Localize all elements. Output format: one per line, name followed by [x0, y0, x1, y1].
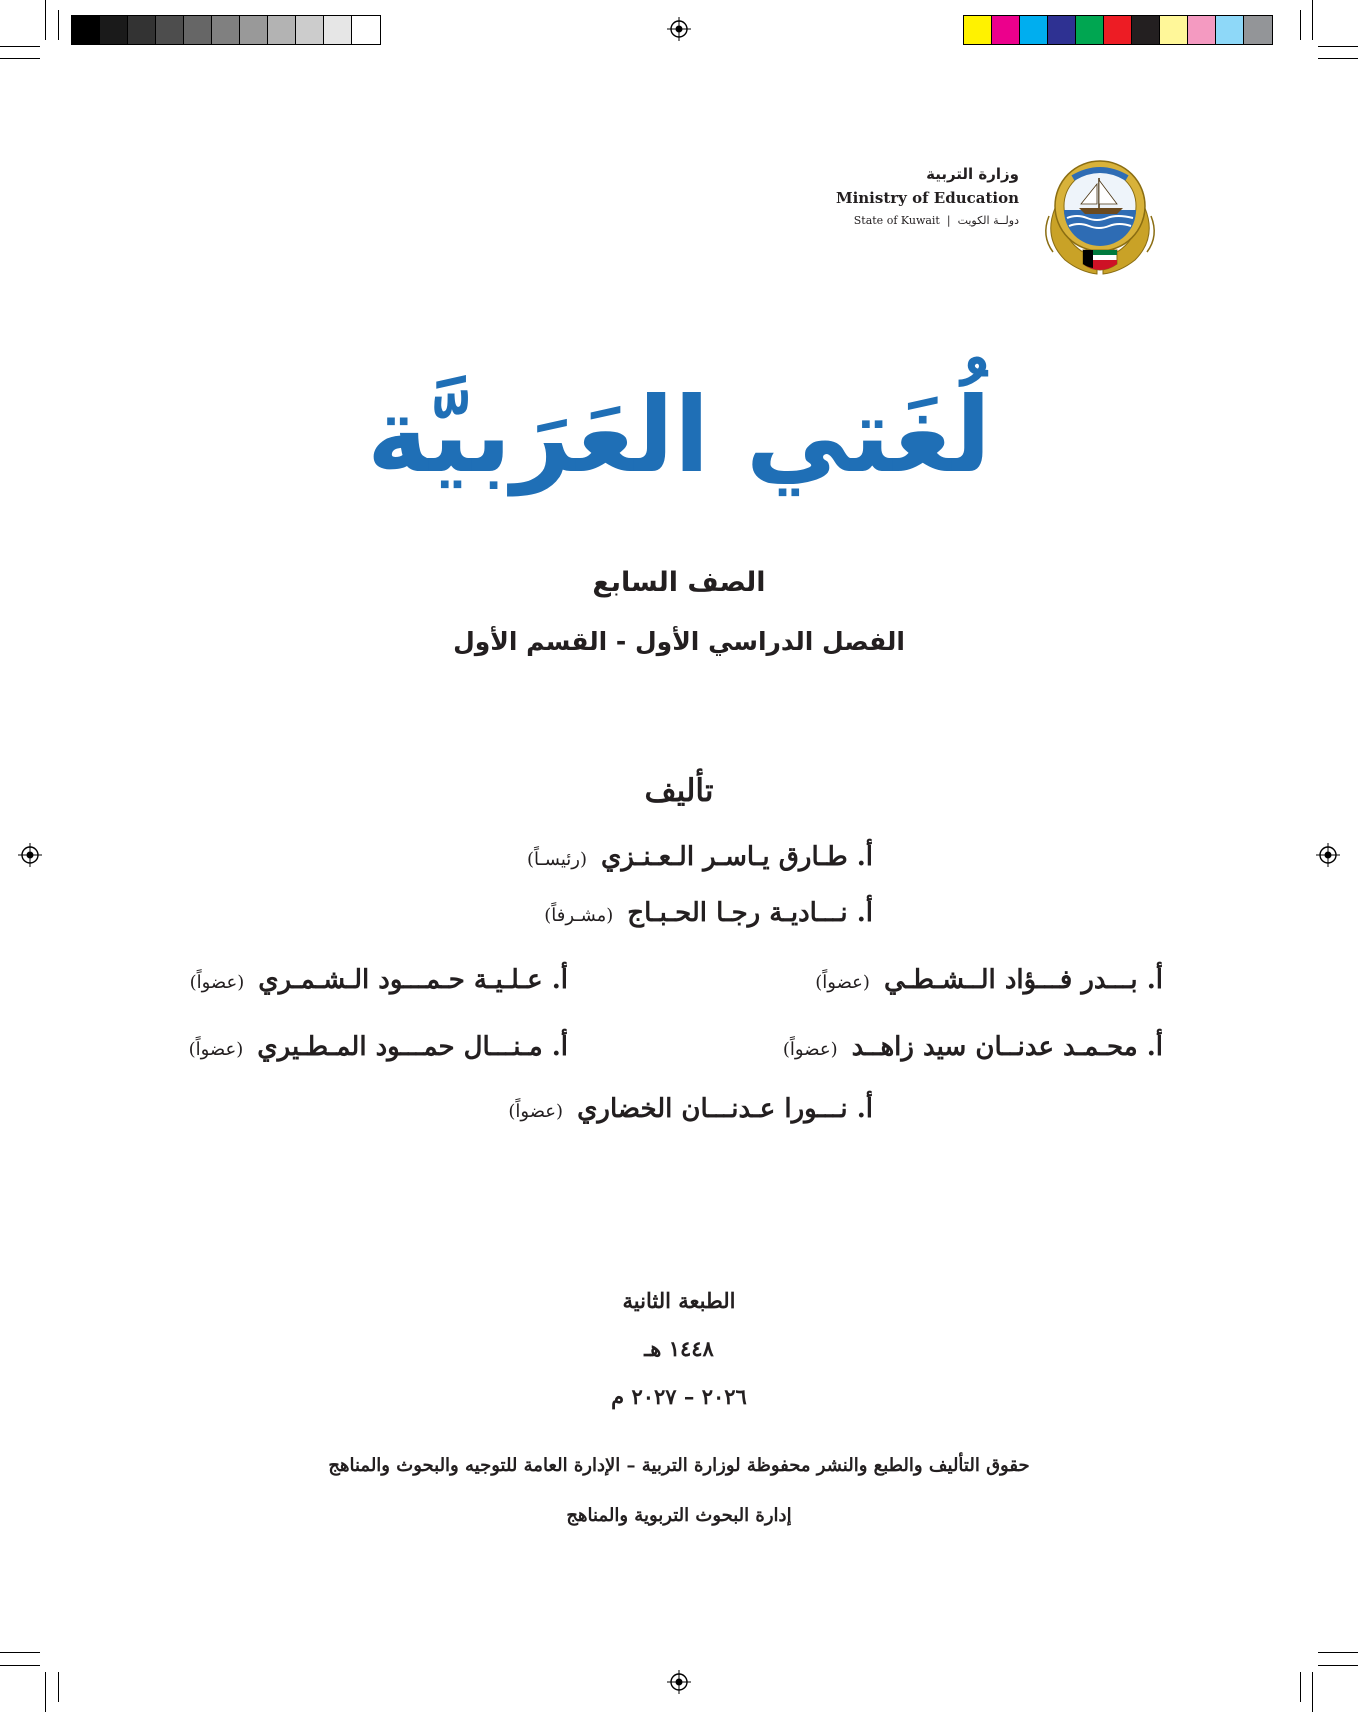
author-entry: [508, 1094, 873, 1124]
department-line: إدارة البحوث التربوية والمناهج: [566, 1505, 792, 1526]
author-role: (عضواً): [188, 1039, 244, 1060]
author-name: أ. نـــورا عـدنـــان الخضاري: [577, 1094, 873, 1124]
color-swatch: [1188, 16, 1216, 44]
color-swatch: [156, 16, 184, 44]
color-swatch: [100, 16, 128, 44]
state-line: [836, 211, 1019, 231]
registration-mark-top: [667, 17, 691, 41]
ministry-name-arabic: وزارة التربية: [926, 165, 1019, 183]
term-label: الفصل الدراسي الأول - القسم الأول: [453, 627, 905, 656]
registration-mark-right: [1316, 843, 1340, 867]
color-swatch: [268, 16, 296, 44]
grayscale-color-bar: [71, 15, 381, 45]
author-name: أ. بـــدر فـــؤاد الــشـطـي: [883, 965, 1163, 995]
author-entry: [815, 965, 1163, 995]
author-role: (عضواً): [508, 1101, 564, 1122]
author-name: أ. طـارق يـاسـر الـعـنـزي: [601, 842, 873, 872]
color-swatch: [352, 16, 380, 44]
color-swatch: [1104, 16, 1132, 44]
color-swatch: [212, 16, 240, 44]
cmyk-color-bar: [963, 15, 1273, 45]
color-swatch: [1048, 16, 1076, 44]
edition-hijri-year: ١٤٤٨ هـ: [644, 1336, 714, 1361]
color-swatch: [1244, 16, 1272, 44]
color-swatch: [1216, 16, 1244, 44]
kuwait-emblem-icon: [1035, 148, 1165, 278]
author-entry: [189, 1032, 568, 1062]
color-swatch: [324, 16, 352, 44]
registration-mark-bottom: [667, 1670, 691, 1694]
book-title: لُغَتي العَرَبيَّة: [366, 374, 992, 496]
author-role: (رئيسـاً): [527, 849, 587, 870]
grade-label: الصف السابع: [592, 567, 766, 598]
color-swatch: [1020, 16, 1048, 44]
color-swatch: [1076, 16, 1104, 44]
author-role: (عضواً): [815, 972, 870, 993]
color-swatch: [1160, 16, 1188, 44]
author-entry: [190, 965, 568, 995]
author-entry: [783, 1032, 1163, 1062]
author-role: (عضواً): [189, 972, 245, 993]
registration-mark-left: [18, 843, 42, 867]
color-swatch: [964, 16, 992, 44]
author-role: (مشـرفاً): [544, 905, 614, 926]
color-swatch: [128, 16, 156, 44]
color-swatch: [992, 16, 1020, 44]
author-entry: [527, 842, 873, 872]
ministry-name-english: Ministry of Education: [835, 189, 1019, 207]
state-separator: |: [943, 214, 955, 227]
copyright-line: حقوق التأليف والطبع والنشر محفوظة لوزارة التربية – الإدارة العامة للتوجيه والبحوث والمناهج: [328, 1455, 1030, 1476]
edition-gregorian-years: ٢٠٢٦ – ٢٠٢٧ م: [611, 1384, 747, 1409]
color-swatch: [296, 16, 324, 44]
author-name: أ. نـــاديـة رجـا الحـبـاج: [627, 898, 873, 928]
authored-by-heading: تأليف: [644, 773, 714, 809]
edition-label: الطبعة الثانية: [622, 1288, 736, 1313]
color-swatch: [72, 16, 100, 44]
author-name: أ. عـلـيـة حـمـــود الـشـمـري: [258, 965, 568, 995]
color-swatch: [184, 16, 212, 44]
state-name-arabic: دولــة الكويت: [957, 214, 1019, 227]
ministry-header: [836, 163, 1019, 231]
author-role: (عضواً): [782, 1039, 838, 1060]
author-name: أ. مـنـــال حمـــود المـطـيري: [257, 1032, 568, 1062]
state-name-english: State of Kuwait: [853, 214, 940, 227]
author-name: أ. محـمـد عدنــان سيد زاهــد: [851, 1032, 1163, 1062]
color-swatch: [240, 16, 268, 44]
color-swatch: [1132, 16, 1160, 44]
author-entry: [544, 898, 873, 928]
